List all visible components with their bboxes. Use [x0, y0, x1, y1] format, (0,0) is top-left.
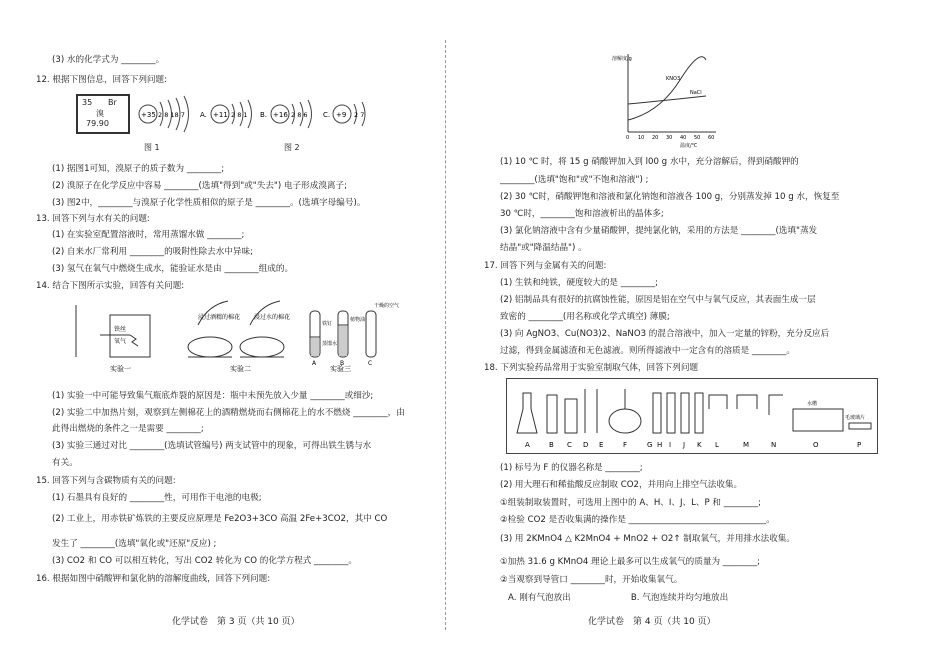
- svg-text:+35: +35: [141, 111, 156, 119]
- text-line: (2) 铝制品具有很好的抗腐蚀性能，原因是铝在空气中与氧气反应，其表面生成一层: [500, 295, 816, 305]
- svg-text:温度/℃: 温度/℃: [680, 143, 698, 149]
- svg-text:KNO3: KNO3: [666, 76, 681, 82]
- svg-text:B: B: [340, 360, 345, 367]
- svg-text:+16: +16: [273, 111, 288, 119]
- svg-text:氧气: 氧气: [114, 338, 127, 345]
- svg-text:2 8 6: 2 8 6: [291, 111, 308, 119]
- svg-text:P: P: [857, 441, 862, 449]
- svg-text:C.: C.: [323, 111, 331, 119]
- text-line: (1) 标号为 F 的仪器名称是 ________;: [500, 463, 643, 473]
- figure-12: [74, 92, 374, 154]
- page-footer-left: 化学试卷 第 3 页（共 10 页）: [172, 617, 300, 627]
- text-line: 有关。: [52, 458, 78, 468]
- svg-text:2 7: 2 7: [354, 111, 365, 119]
- text-line: (1) 石墨具有良好的 ________性，可用作干电池的电极;: [52, 493, 262, 503]
- svg-text:B: B: [549, 441, 554, 449]
- text-line: (3) 氯化钠溶液中含有少量硝酸钾，提纯氯化钠，采用的方法是 ________(选填"蒸发: [500, 226, 818, 236]
- text-line: (2) 自来水厂常利用 ________的吸附性除去水中异味;: [52, 247, 254, 257]
- text-line: A. 刚有气泡放出 B. 气泡连续并均匀地放出: [508, 593, 729, 603]
- figure-14: [70, 295, 400, 373]
- svg-text:J: J: [683, 441, 686, 449]
- svg-text:2 8 1: 2 8 1: [231, 111, 248, 119]
- svg-text:30: 30: [666, 135, 673, 141]
- text-line: (2) 工业上，用赤铁矿炼铁的主要反应原理是 Fe2O3+3CO 高温 2Fe+3CO2，其中 CO: [52, 514, 388, 524]
- text-line: 30 ℃时，________饱和溶液析出的晶体多;: [500, 209, 664, 219]
- text-line: (1) 生铁和纯铁，硬度较大的是 ________;: [500, 278, 659, 288]
- text-line: 发生了 ________(选填"氧化或"还原"反应) ;: [52, 539, 217, 549]
- text-line: (3) 氢气在氧气中燃烧生成水，能验证水是由 ________组成的。: [52, 264, 294, 274]
- text-line: (2) 溴原子在化学反应中容易 ________(选填"得到"或"失去") 电子形成溴离子;: [52, 181, 348, 191]
- svg-text:G: G: [647, 441, 653, 449]
- svg-text:干燥的空气: 干燥的空气: [374, 303, 400, 309]
- svg-text:浸过酒精的棉花: 浸过酒精的棉花: [198, 314, 241, 321]
- svg-text:H: H: [657, 441, 663, 449]
- question-14: 14. 结合下图所示实验，回答有关问题:: [36, 281, 185, 291]
- svg-text:浸过水的棉花: 浸过水的棉花: [254, 314, 291, 321]
- text-line: ②检验 CO2 是否收集满的操作是 ________________________________。: [500, 515, 775, 525]
- text-line: (1) 10 ℃ 时，将 15 g 硝酸钾加入到 l00 g 水中，充分溶解后，得到硝酸钾的: [500, 157, 799, 167]
- experiment-apparatus: [70, 295, 400, 373]
- text-line: ①加热 31.6 g KMnO4 理论上最多可以生成氧气的质量为 ________;: [500, 557, 761, 567]
- svg-text:60: 60: [708, 135, 715, 141]
- svg-text:A.: A.: [200, 111, 207, 119]
- svg-text:植物油: 植物油: [350, 317, 366, 323]
- figure-caption-2: 图 2: [284, 143, 300, 152]
- svg-text:K: K: [697, 441, 702, 449]
- question-13: 13. 回答下列与水有关的问题:: [36, 214, 150, 224]
- text-line: 致密的 ________(用名称或化学式填空) 薄膜;: [500, 312, 670, 322]
- svg-text:0: 0: [626, 135, 630, 141]
- svg-text:A: A: [312, 360, 317, 367]
- svg-text:2 8 18 7: 2 8 18 7: [158, 111, 185, 119]
- text-line: (3) 用 2KMnO4 △ K2MnO4 + MnO2 + O2↑ 制取氧气，并用排水法收集。: [500, 534, 795, 544]
- text-line: 此得出燃烧的条件之一是需要 ________;: [52, 424, 204, 434]
- svg-text:+9: +9: [336, 111, 347, 119]
- text-line: (3) 水的化学式为 ________。: [52, 55, 165, 65]
- question-15: 15. 回答下列与含碳物质有关的问题:: [36, 476, 176, 486]
- right-page: [470, 0, 950, 671]
- text-line: (1) 在实验室配置溶液时，常用蒸馏水做 ________;: [52, 230, 245, 240]
- text-line: (3) 实验三通过对比 ________(选填试管编号) 两支试管中的现象，可得出铁生锈与水: [52, 441, 372, 451]
- svg-text:+11: +11: [213, 111, 228, 119]
- svg-text:A: A: [525, 441, 530, 449]
- svg-text:蒸馏水: 蒸馏水: [322, 341, 338, 347]
- page-footer-right: 化学试卷 第 4 页（共 10 页）: [588, 617, 716, 627]
- svg-text:铁钉: 铁钉: [322, 321, 333, 327]
- svg-text:实验三: 实验三: [330, 365, 351, 373]
- left-page: [0, 0, 470, 671]
- svg-text:20: 20: [652, 135, 659, 141]
- svg-text:O: O: [813, 441, 819, 449]
- svg-text:NaCl: NaCl: [690, 90, 702, 96]
- text-line: (3) CO2 和 CO 可以相互转化，写出 CO2 转化为 CO 的化学方程式 ________。: [52, 556, 358, 566]
- text-line: 结晶"或"降温结晶") 。: [500, 243, 587, 253]
- text-line: (1) 实验一中可能导致集气瓶底炸裂的原因是：瓶中未预先放入少量 ________或细沙;: [52, 391, 374, 401]
- figure-18: [506, 378, 878, 454]
- svg-text:D: D: [583, 441, 589, 449]
- text-line: (1) 据图1可知，溴原子的质子数为 ________;: [52, 164, 225, 174]
- svg-text:B.: B.: [260, 111, 268, 119]
- text-line: (3) 图2中，________与溴原子化学性质相似的原子是 ________。(选填字母编号)。: [52, 198, 366, 208]
- figure-caption-1: 图 1: [144, 143, 160, 152]
- text-line: 过滤，得到金属滤渣和无色滤液。则所得滤液中一定含有的溶质是 ________。: [500, 346, 795, 356]
- page-divider: [445, 40, 446, 630]
- svg-text:C: C: [368, 360, 373, 367]
- svg-text:F: F: [623, 441, 628, 449]
- svg-text:L: L: [715, 441, 719, 449]
- svg-text:铁丝: 铁丝: [114, 326, 127, 333]
- svg-text:50: 50: [694, 135, 701, 141]
- atom-structure-diagrams: [130, 92, 374, 138]
- question-18: 18. 下列实验药品常用于实验室制取气体，回答下列问题: [484, 363, 699, 373]
- svg-text:水槽: 水槽: [807, 401, 818, 407]
- svg-text:40: 40: [680, 135, 687, 141]
- element-box: 35 Br 溴 79.90: [76, 94, 130, 134]
- text-line: ①组装制取装置时，可选用上图中的 A、H、I、J、L、P 和 ________;: [500, 498, 762, 508]
- svg-text:C: C: [567, 441, 572, 449]
- text-line: (2) 30 ℃时，硝酸钾饱和溶液和氯化钠饱和溶液各 100 g，分别蒸发掉 10 g 水，恢复至: [500, 192, 840, 202]
- question-17: 17. 回答下列与金属有关的问题:: [484, 261, 607, 271]
- svg-text:E: E: [599, 441, 604, 449]
- question-16: 16. 根据如图中硝酸钾和氯化钠的溶解度曲线，回答下列问题:: [36, 574, 271, 584]
- text-line: (2) 用大理石和稀盐酸反应制取 CO2，并用向上排空气法收集。: [500, 480, 743, 490]
- svg-text:溶解度/g: 溶解度/g: [612, 56, 632, 62]
- svg-text:N: N: [771, 441, 777, 449]
- text-line: (2) 实验二中加热片刻，观察到左侧棉花上的酒精燃烧而右侧棉花上的水不燃烧 ________，由: [52, 408, 405, 418]
- svg-text:毛玻璃片: 毛玻璃片: [845, 415, 866, 421]
- svg-text:I: I: [669, 441, 672, 449]
- text-line: ________(选填"饱和"或"不饱和溶液") ;: [500, 175, 649, 185]
- question-12: 12. 根据下图信息，回答下列问题:: [36, 75, 168, 85]
- text-line: (3) 向 AgNO3、Cu(NO3)2、NaNO3 的混合溶液中，加入一定量的锌粉，充分反应后: [500, 329, 830, 339]
- svg-text:M: M: [743, 441, 750, 449]
- text-line: ②当观察到导管口 ________时，开始收集氧气。: [500, 575, 683, 585]
- solubility-graph: [610, 50, 720, 150]
- svg-text:10: 10: [638, 135, 645, 141]
- svg-text:实验二: 实验二: [230, 365, 251, 373]
- svg-text:实验一: 实验一: [110, 365, 131, 373]
